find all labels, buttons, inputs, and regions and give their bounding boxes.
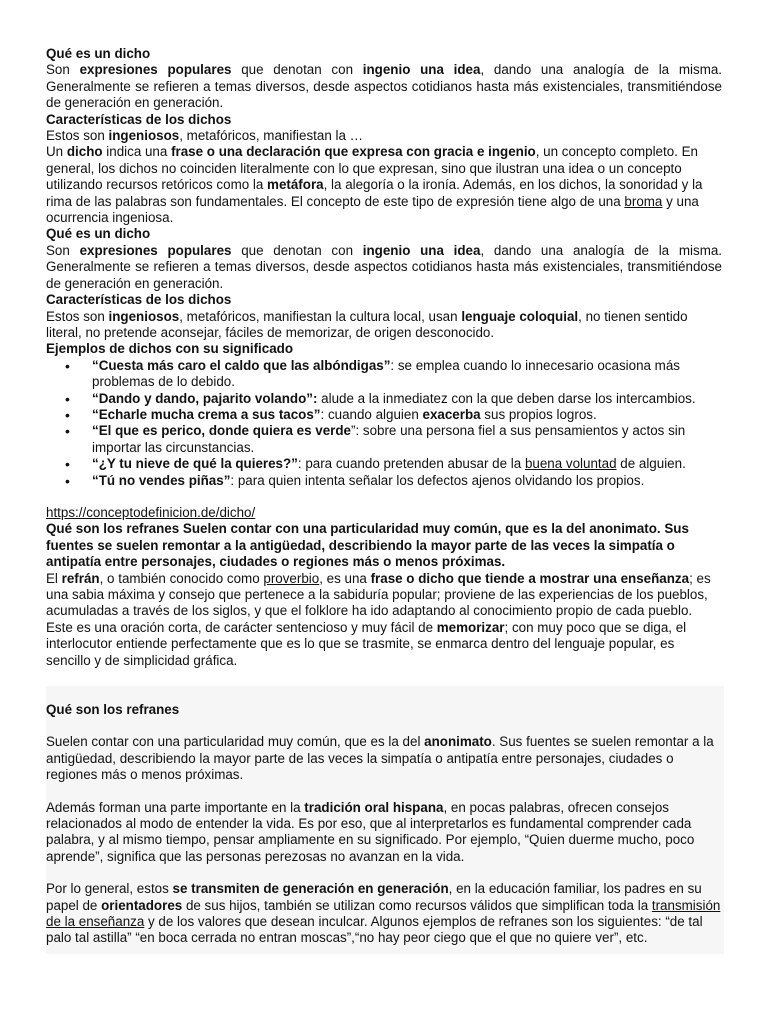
text-run: de alguien. (616, 456, 686, 472)
bold-text: se transmiten de generación en generación (172, 881, 449, 897)
source-link[interactable]: https://conceptodefinicion.de/dicho/ (46, 504, 256, 520)
text-run: Además forman una parte importante en la (46, 799, 305, 815)
document-body (46, 46, 722, 669)
bold-text: “Tú no vendes piñas” (92, 472, 231, 488)
list-item (92, 407, 722, 423)
paragraph (46, 800, 722, 866)
link-text[interactable]: transmisión de la enseñanza (46, 897, 721, 930)
text-run: El (46, 570, 62, 586)
text-run: , un concepto completo. En general, los dichos no coinciden literalmente con lo que expresan, sino que ilustran una idea o un concepto utilizando recursos retóricos como la (46, 144, 698, 193)
paragraph (46, 144, 722, 226)
text-run: Suelen contar con una particularidad muy común, que es la del (46, 734, 425, 750)
text-run: alude a la inmediatez con la que deben darse los intercambios. (317, 390, 696, 406)
bold-text: “El que es perico, donde quiera es verde (92, 423, 351, 439)
paragraph (46, 128, 722, 144)
list-item (92, 358, 722, 391)
paragraph (46, 62, 722, 111)
text-run: que denotan con (231, 242, 363, 258)
list-item (92, 473, 722, 489)
bold-text: refrán (61, 570, 100, 586)
refranes-section (46, 686, 722, 947)
text-run: , en pocas palabras, ofrecen consejos relacionados al modo de entender la vida. Es por eso, que al interpretarlos es fundamental comprender cada palabra, y al mismo tiempo, pensar ampliamente en su significado. Por ejemplo, “Quien duerme mucho, poco aprende”, significa que las personas perezosas no avanzan en la vida. (46, 799, 695, 864)
text-run: que denotan con (231, 62, 363, 78)
text-run: y una ocurrencia ingeniosa. (46, 193, 699, 226)
examples-title: Ejemplos de dichos con su significado (46, 341, 294, 357)
text-run: indica una (102, 144, 172, 160)
text-run: Un (46, 144, 67, 160)
text-run: Son (46, 242, 80, 258)
text-run: : para cuando pretenden abusar de la (297, 456, 525, 472)
bold-text: frase o una declaración que expresa con gracia e ingenio (171, 144, 536, 160)
paragraph (46, 571, 722, 669)
bold-text: “¿Y tu nieve de qué la quieres?” (92, 456, 298, 472)
link-text[interactable]: broma (624, 193, 663, 209)
list-item (92, 456, 722, 472)
bold-text: tradición oral hispana (304, 799, 444, 815)
bold-text: metáfora (267, 177, 324, 193)
bold-text: “Cuesta más caro el caldo que las albóndigas” (92, 357, 391, 373)
bold-text: ingeniosos (108, 128, 180, 144)
text-run: , es una (319, 570, 371, 586)
paragraph (46, 243, 722, 292)
bold-text: expresiones populares (79, 242, 232, 258)
bold-text: orientadores (101, 897, 183, 913)
text-run: y de los valores que desean inculcar. Algunos ejemplos de refranes son los siguientes: “de tal palo tal astilla” “en boca cerrada no entran moscas”,“no hay peor ciego que el que no quiere ver”, etc. (46, 914, 703, 946)
text-run: , metafóricos, manifiestan la … (179, 128, 364, 144)
text-run: ; es una sabia máxima y consejo que pertenece a la sabiduría popular; proviene de las experiencias de los pueblos, acumuladas a través de los siglos, y que el folklore ha ido adaptando al conocimiento propio de cada pueblo. Este es una oración corta, de carácter sentencioso y muy fácil de (46, 570, 711, 635)
text-run: : cuando alguien (320, 406, 423, 422)
bold-text: frase o dicho que tiende a mostrar una enseñanza (370, 570, 690, 586)
list-item (92, 423, 722, 456)
link-text[interactable]: buena voluntad (524, 456, 617, 472)
text-run: Son (46, 62, 80, 78)
bold-text: ingeniosos (108, 308, 180, 324)
bold-text: “Dando y dando, pajarito volando”: (92, 390, 318, 406)
section-title: Qué son los refranes (46, 702, 180, 717)
bold-text: exacerba (422, 406, 481, 422)
bold-text: ingenio una idea (362, 62, 481, 78)
bold-paragraph: Qué son los refranes Suelen contar con una particularidad muy común, que es la del anonimato. Sus fuentes se suelen remontar a la antigüedad, describiendo la mayor parte de las veces la simpatía o antipatía entre personajes, ciudades o regiones más o menos próximas. (46, 521, 689, 570)
text-run: : se emplea cuando lo innecesario ocasiona más problemas de lo debido. (92, 357, 680, 390)
bold-text: anonimato (424, 734, 492, 750)
text-run: : para quien intenta señalar los defectos ajenos olvidando los propios. (230, 472, 645, 488)
bold-text: ingenio una idea (362, 242, 481, 258)
text-run: , en la educación familiar, los padres en su papel de (46, 881, 702, 913)
paragraph (46, 881, 722, 947)
link-text[interactable]: proverbio (263, 570, 320, 586)
section-title: Qué es un dicho (46, 46, 151, 61)
text-run: sus propios logros. (480, 406, 597, 422)
text-run: , o también conocido como (99, 570, 264, 586)
text-run: Estos son (46, 308, 109, 324)
bold-text: expresiones populares (79, 62, 232, 78)
paragraph (46, 309, 722, 342)
text-run: , dando una analogía de la misma. Generalmente se refieren a temas diversos, desde aspectos cotidianos hasta más existenciales, transmitiéndose de generación en generación. (46, 62, 723, 111)
bold-text: dicho (66, 144, 103, 160)
bold-text: “Echarle mucha crema a sus tacos” (92, 406, 321, 422)
text-run: Estos son (46, 128, 109, 144)
text-run: , no tienen sentido literal, no pretende aconsejar, fáciles de memorizar, de origen desconocido. (46, 308, 688, 340)
section-title: Características de los dichos (46, 111, 232, 127)
text-run: , metafóricos, manifiestan la cultura local, usan (179, 308, 462, 324)
text-run: ; con muy poco que se diga, el interlocutor entiende perfectamente que es lo que se trasmite, se enmarca dentro del lenguaje popular, es sencillo y de simplicidad gráfica. (46, 619, 687, 668)
bold-text: lenguaje coloquial (461, 308, 579, 324)
text-run: ”: sobre una persona fiel a sus pensamientos y actos sin importar las circunstancias. (92, 423, 686, 455)
paragraph (46, 734, 722, 783)
text-run: , la alegoría o la ironía. Además, en los dichos, la sonoridad y la rima de las palabras son fundamentales. El concepto de este tipo de expresión tiene algo de una (46, 177, 703, 209)
section-title: Qué es un dicho (46, 226, 151, 242)
list-item (92, 391, 722, 407)
text-run: . Sus fuentes se suelen remontar a la antigüedad, describiendo la mayor parte de las veces la simpatía o antipatía entre personajes, ciudades o regiones más o menos próximas. (46, 734, 714, 783)
examples-list (46, 358, 722, 489)
text-run: , dando una analogía de la misma. Generalmente se refieren a temas diversos, desde aspectos cotidianos hasta más existenciales, transmitiéndose de generación en generación. (46, 242, 723, 291)
text-run: de sus hijos, también se utilizan como recursos válidos que simplifican toda la (182, 897, 652, 913)
section-title: Características de los dichos (46, 292, 232, 308)
text-run: Por lo general, estos (46, 881, 173, 897)
bold-text: memorizar (436, 619, 505, 635)
